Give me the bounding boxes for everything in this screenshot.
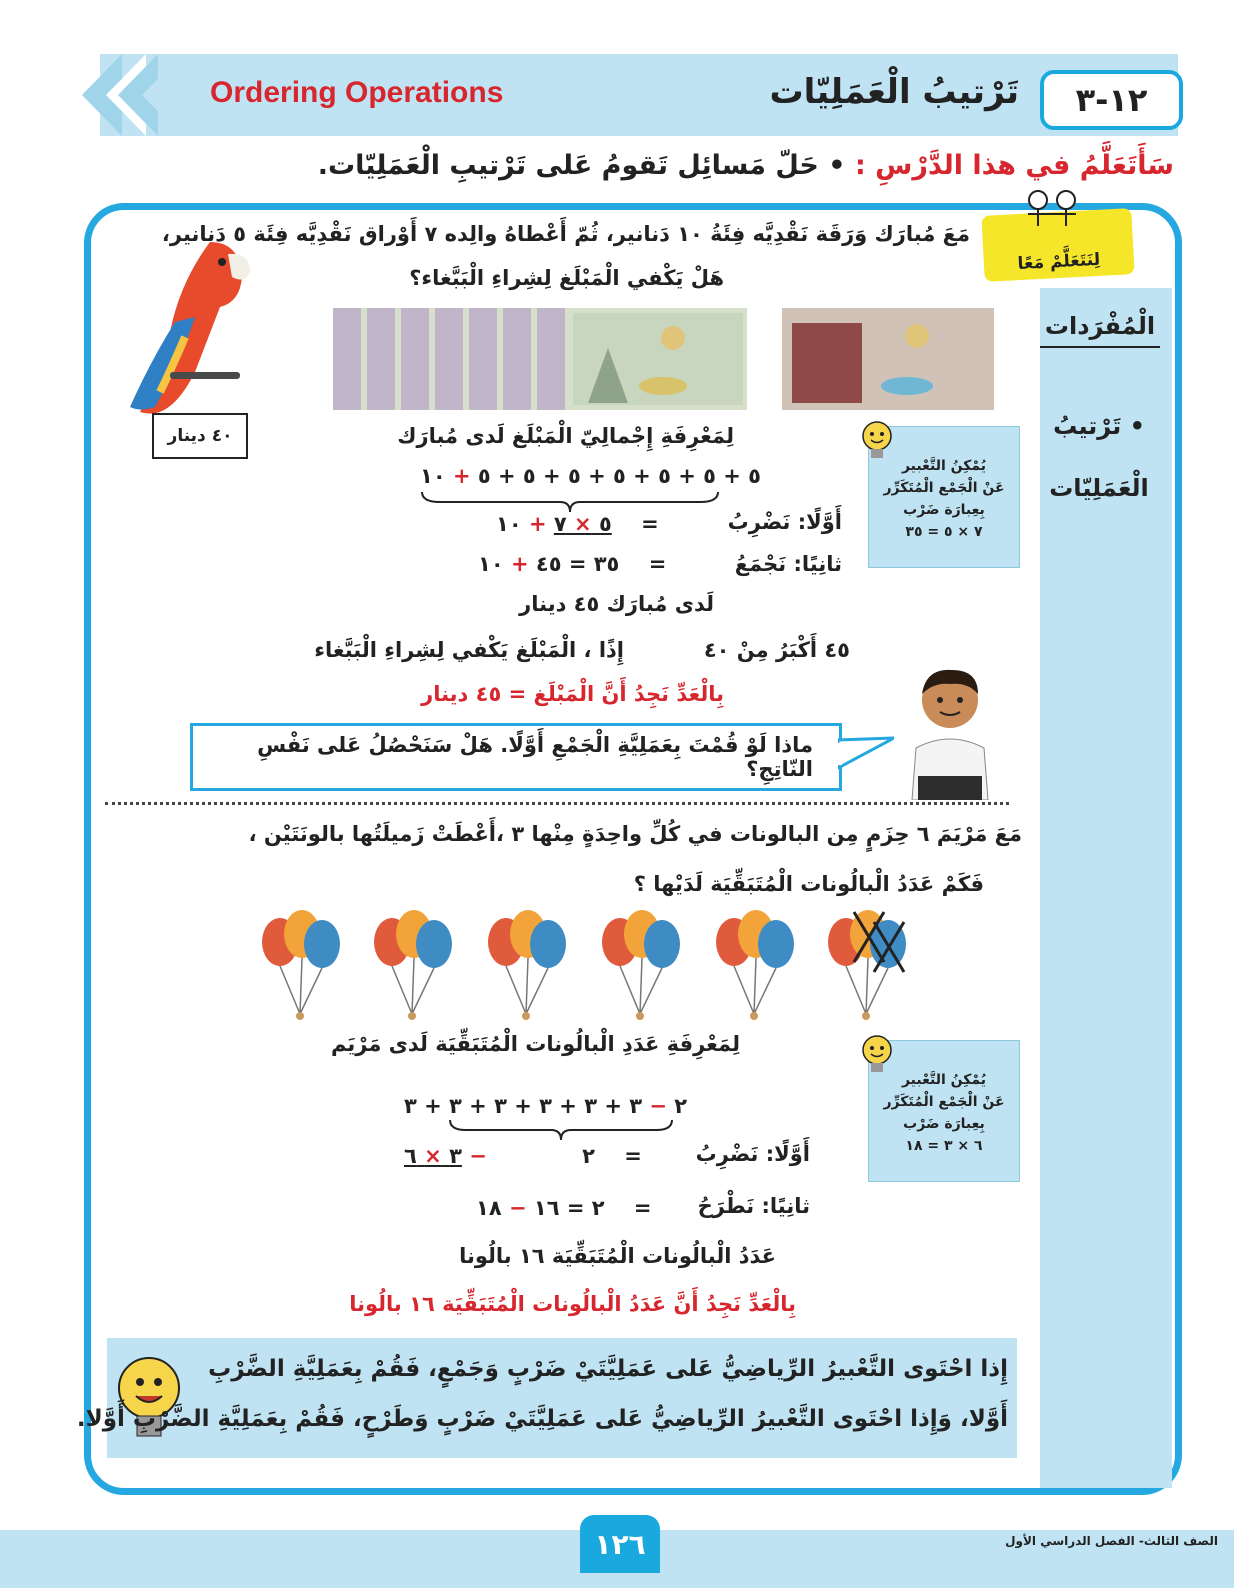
problem2-line2: فَكَمْ عَدَدُ الْبالُونات الْمُتَبَقِّيَة لَدَيْها ؟ xyxy=(633,872,984,896)
lightbulb-icon xyxy=(860,420,894,462)
conclusion-1: إِذًا ، الْمَبْلَغ يَكْفي لِشِراءِ الْبَبَّغاء xyxy=(314,638,624,662)
step2-equation xyxy=(478,552,666,576)
price-tag: ٤٠ دينار xyxy=(152,413,248,459)
step2-label: ثانِيًا: نَطْرَحُ xyxy=(697,1194,810,1218)
multiplication: ٣ × ٦ xyxy=(404,1144,462,1168)
tip-line: ٦ × ٣ = ١٨ xyxy=(905,1138,983,1154)
multiplication: ٥ × ٧ xyxy=(553,512,612,536)
expression-term: ١٠ xyxy=(420,464,446,488)
lightbulb-icon xyxy=(860,1034,894,1076)
chevron-decoration xyxy=(142,54,182,136)
minus-sign: − xyxy=(508,1196,527,1220)
lets-learn-tag: لِنَتَعَلَّمْ مَعًا xyxy=(981,208,1134,282)
tip-line: يُمْكِنُ التَّعْبير xyxy=(901,1072,987,1088)
equals-sign: = xyxy=(641,512,659,536)
ten-dinar-note-image xyxy=(782,308,994,410)
stick-figures-icon xyxy=(1018,188,1088,228)
number: ١٠ xyxy=(478,552,504,576)
plus-sign: + xyxy=(528,512,547,536)
page-title: تَرْتيبُ الْعَمَلِيّات xyxy=(769,72,1019,112)
tip-line: ٧ × ٥ = ٣٥ xyxy=(905,524,983,540)
question-box: ماذا لَوْ قُمْتَ بِعَمَلِيَّةِ الْجَمْعِ أَوَّلًا. هَلْ سَنَحْصُلُ عَلى نَفْسِ النّاتِجِ؟ xyxy=(190,723,842,791)
number: ٢ xyxy=(582,1144,595,1168)
number: ١٨ xyxy=(476,1196,502,1220)
step1-equation xyxy=(496,512,659,536)
equals-sign: = xyxy=(648,552,667,576)
equals-sign: = xyxy=(633,1196,652,1220)
grade-label: الصف الثالث- الفصل الدراسي الأول xyxy=(1005,1534,1218,1548)
step1-label: أَوَّلًا: نَضْرِبُ xyxy=(727,510,842,534)
expression-2 xyxy=(404,1094,687,1118)
page-number: ١٢٦ xyxy=(580,1515,660,1573)
objective-text: • حَلّ مَسائِل تَقومُ عَلى تَرْتيبِ الْعَمَلِيّات. xyxy=(317,150,846,181)
find-total: لِمَعْرِفَةِ إِجْمالِيّ الْمَبْلَغ لَدى مُبارَك xyxy=(397,424,734,448)
balloon-bunches-image xyxy=(258,902,938,1030)
number: ١٠ xyxy=(496,512,522,536)
check-2: بِالْعَدِّ نَجِدُ أَنَّ عَدَدُ الْبالُونات الْمُتَبَقِّيَة ١٦ بالُونا xyxy=(349,1292,796,1316)
five-dinar-notes-image xyxy=(333,308,747,410)
find-balloons: لِمَعْرِفَةِ عَدَدِ الْبالُونات الْمُتَبَقِّيَة لَدى مَرْيَم xyxy=(330,1032,740,1056)
problem1-line2: هَلْ يَكْفي الْمَبْلَغ لِشِراءِ الْبَبَّغاء؟ xyxy=(409,266,724,290)
parrot-image xyxy=(100,222,260,422)
problem1-line1: مَعَ مُبارَك وَرَقَة نَقْدِيَّه فِئَةُ ١٠ دَنانير، ثُمّ أَعْطاهُ والِده ٧ أَوْراق نَقْدِيَّه فِئَة ٥ دَنانير، xyxy=(161,222,970,246)
expression-1 xyxy=(420,464,761,488)
number: ٢ xyxy=(674,1094,688,1118)
boy-character-image xyxy=(890,660,1010,800)
step1-equation xyxy=(404,1144,642,1168)
result-1: لَدى مُبارَك ٤٥ دينار xyxy=(519,592,714,616)
brace xyxy=(448,1118,674,1142)
check-1: بِالْعَدِّ نَجِدُ أَنَّ الْمَبْلَغ = ٤٥ دينار xyxy=(421,682,724,706)
tip-line: عَنْ الْجَمْع الْمُتَكَرِّر xyxy=(883,1094,1005,1110)
compare-1: ٤٥ أَكْبَرُ مِنْ ٤٠ xyxy=(703,638,850,662)
brace xyxy=(420,490,720,514)
page-title-english: Ordering Operations xyxy=(210,76,504,109)
problem2-line1: مَعَ مَرْيَمَ ٦ حِزَمٍ مِن البالونات في كُلِّ واحِدَةٍ مِنْها ٣ ،أَعْطَتْ زَميلَتُها بالونَتَيْن ، xyxy=(248,822,1022,846)
plus-sign: + xyxy=(510,552,529,576)
plus-sign: + xyxy=(452,464,471,488)
speech-pointer xyxy=(838,734,894,774)
tip-line: بِعِبارَة ضَرْب xyxy=(903,502,985,518)
objective-label: سَأَتَعَلَّمُ في هذا الدَّرْسِ : xyxy=(854,150,1174,181)
minus-sign: − xyxy=(469,1144,487,1168)
equals-sign: = xyxy=(624,1144,642,1168)
step1-label: أَوَّلًا: نَضْرِبُ xyxy=(695,1142,810,1166)
rule-line1: إِذا احْتَوى التَّعْبيرُ الرِّياضِيُّ عَلى عَمَلِيَّتَيْ ضَرْبٍ وَجَمْعٍ، فَقُمْ بِعَمَلِيَّةِ الضَّرْبِ xyxy=(208,1356,1008,1382)
step2-equation xyxy=(476,1196,651,1220)
difference-result: ٢ = ١٦ xyxy=(533,1196,605,1220)
result-2: عَدَدُ الْبالُونات الْمُتَبَقِّيَة ١٦ بالُونا xyxy=(459,1244,776,1268)
minus-sign: − xyxy=(649,1094,667,1118)
tip-line: عَنْ الْجَمْع الْمُتَكَرِّر xyxy=(883,480,1005,496)
sum-result: ٣٥ = ٤٥ xyxy=(535,552,620,576)
step2-label: ثانِيًا: نَجْمَعُ xyxy=(734,552,842,576)
vocab-heading: الْمُفْرَدات xyxy=(1040,312,1160,348)
expression-terms: ٣ + ٣ + ٣ + ٣ + ٣ + ٣ xyxy=(404,1094,643,1118)
tip-line: يُمْكِنُ التَّعْبير xyxy=(901,458,987,474)
learning-objective xyxy=(318,150,1174,181)
expression-terms: ٥ + ٥ + ٥ + ٥ + ٥ + ٥ + ٥ xyxy=(477,464,761,488)
tip-line: بِعِبارَة ضَرْب xyxy=(903,1116,985,1132)
lightbulb-mascot-icon xyxy=(112,1350,186,1450)
lesson-number: ١٢-٣ xyxy=(1040,70,1183,130)
divider xyxy=(105,802,1009,805)
rule-line2: أَوَّلا، وَإِذا احْتَوى التَّعْبيرُ الرِّياضِيُّ عَلى عَمَلِيَّتَيْ ضَرْبٍ وَطَرْحٍ، فَقُمْ بِعَمَلِيَّةِ الضَّرْبِ أَوَّلا. xyxy=(76,1406,1008,1432)
vocab-term: • تَرْتيبُ الْعَمَلِيّات xyxy=(1049,412,1149,502)
